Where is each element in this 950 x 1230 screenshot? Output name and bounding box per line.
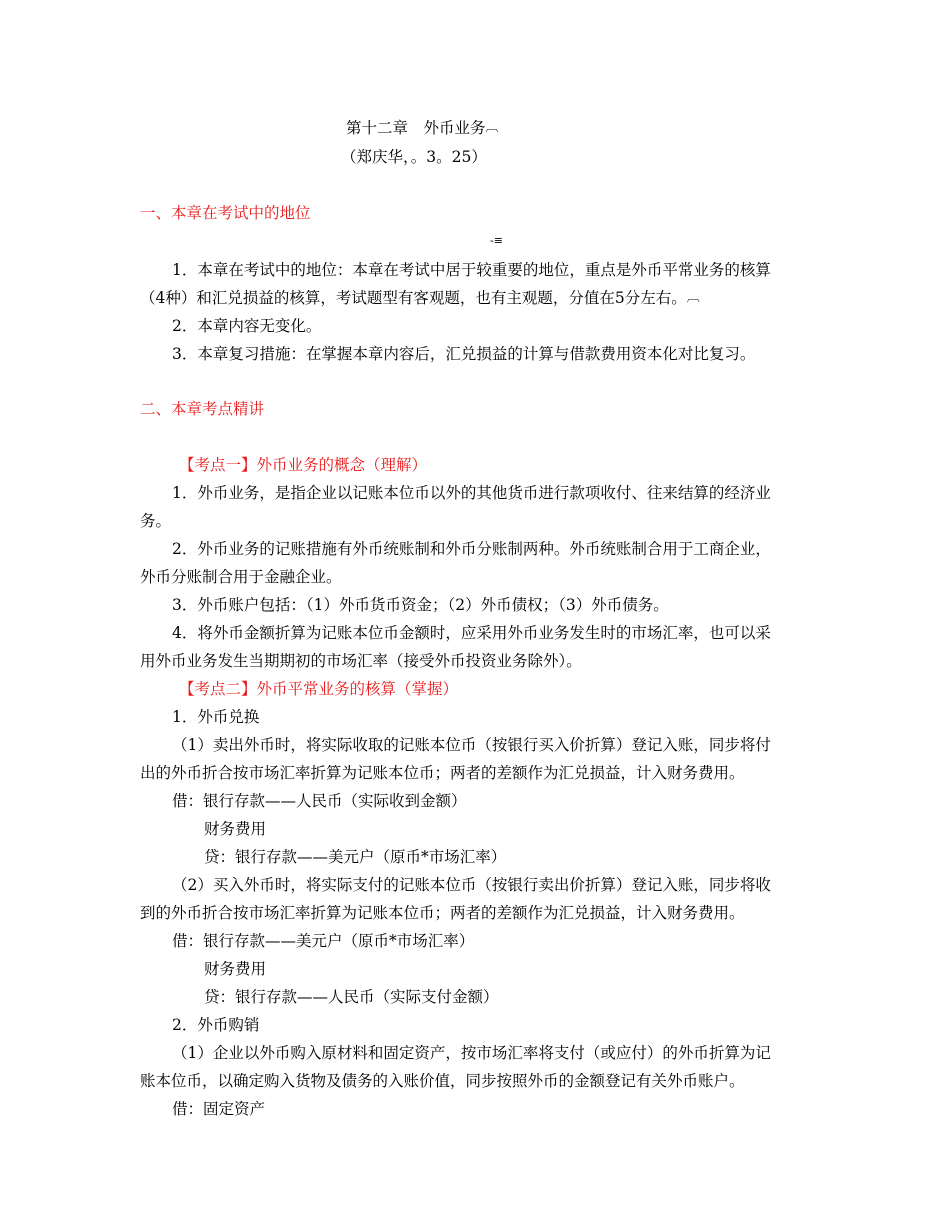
chapter-title-text: 第十二章 外币业务: [346, 119, 486, 137]
journal-credit-line: 贷：银行存款——美元户（原币*市场汇率）: [204, 848, 507, 866]
journal-debit-line: 借：银行存款——人民币（实际收到金额）: [172, 792, 467, 810]
exchange-sell-line1: （1）卖出外币时，将实际收取的记账本位币（按银行买入价折算）登记入账，同步将付: [172, 736, 771, 754]
point1-heading: 【考点一】外币业务的概念（理解）: [179, 456, 428, 474]
point1-item4-line1: 4．将外币金额折算为记账本位币金额时，应采用外币业务发生时的市场汇率，也可以采: [172, 624, 771, 642]
journal-debit-line: 财务费用: [204, 820, 267, 838]
section-heading-1: 一、本章在考试中的地位: [140, 204, 311, 222]
point1-item2-line2: 外币分账制合用于金融企业。: [140, 568, 342, 586]
journal-debit-line: 借：固定资产: [172, 1100, 266, 1118]
exchange-title: 1．外币兑换: [172, 708, 260, 726]
purchase-p1-line1: （1）企业以外币购入原材料和固定资产，按市场汇率将支付（或应付）的外币折算为记: [172, 1044, 771, 1062]
point1-item1-line2: 务。: [140, 512, 172, 530]
marker-glyph: -≡: [490, 234, 503, 247]
format-mark: ︹: [485, 120, 498, 135]
exchange-buy-line2: 到的外币折合按市场汇率折算为记账本位币；两者的差额作为汇兑损益，计入财务费用。: [140, 904, 745, 922]
exchange-buy-line1: （2）买入外币时，将实际支付的记账本位币（按银行卖出价折算）登记入账，同步将收: [172, 876, 771, 894]
point2-heading: 【考点二】外币平常业务的核算（掌握）: [179, 680, 459, 698]
journal-debit-line: 财务费用: [204, 960, 267, 978]
paragraph-position-line2: [140, 287, 699, 309]
point1-item3: 3．外币账户包括：（1）外币货币资金；（2）外币债权；（3）外币债务。: [172, 596, 669, 614]
point1-item4-line2: 用外币业务发生当期期初的市场汇率（接受外币投资业务除外）。: [140, 652, 582, 670]
exchange-sell-line2: 出的外币折合按市场汇率折算为记账本位币；两者的差额作为汇兑损益，计入财务费用。: [140, 764, 745, 782]
paragraph-position-line2-text: （4种）和汇兑损益的核算，考试题型有客观题，也有主观题，分值在5分左右。: [140, 289, 687, 307]
point1-item2-line1: 2．外币业务的记账措施有外币统账制和外币分账制两种。外币统账制合用于工商企业，: [172, 540, 771, 558]
journal-debit-line: 借：银行存款——美元户（原币*市场汇率）: [172, 932, 475, 950]
purchase-p1-line2: 账本位币，以确定购入货物及债务的入账价值，同步按照外币的金额登记有关外币账户。: [140, 1072, 745, 1090]
paragraph-no-change: 2．本章内容无变化。: [172, 317, 322, 335]
section-heading-2: 二、本章考点精讲: [140, 400, 265, 418]
format-mark: ︹: [686, 290, 699, 305]
chapter-title: [346, 117, 498, 139]
purchase-title: 2．外币购销: [172, 1016, 260, 1034]
paragraph-position-line1: 1．本章在考试中的地位：本章在考试中居于较重要的地位，重点是外币平常业务的核算: [172, 261, 771, 279]
author-line: （郑庆华，。3。25）: [341, 148, 487, 166]
point1-item1-line1: 1．外币业务，是指企业以记账本位币以外的其他货币进行款项收付、往来结算的经济业: [172, 484, 771, 502]
paragraph-review-method: 3．本章复习措施：在掌握本章内容后，汇兑损益的计算与借款费用资本化对比复习。: [172, 345, 756, 363]
journal-credit-line: 贷：银行存款——人民币（实际支付金额）: [204, 988, 499, 1006]
